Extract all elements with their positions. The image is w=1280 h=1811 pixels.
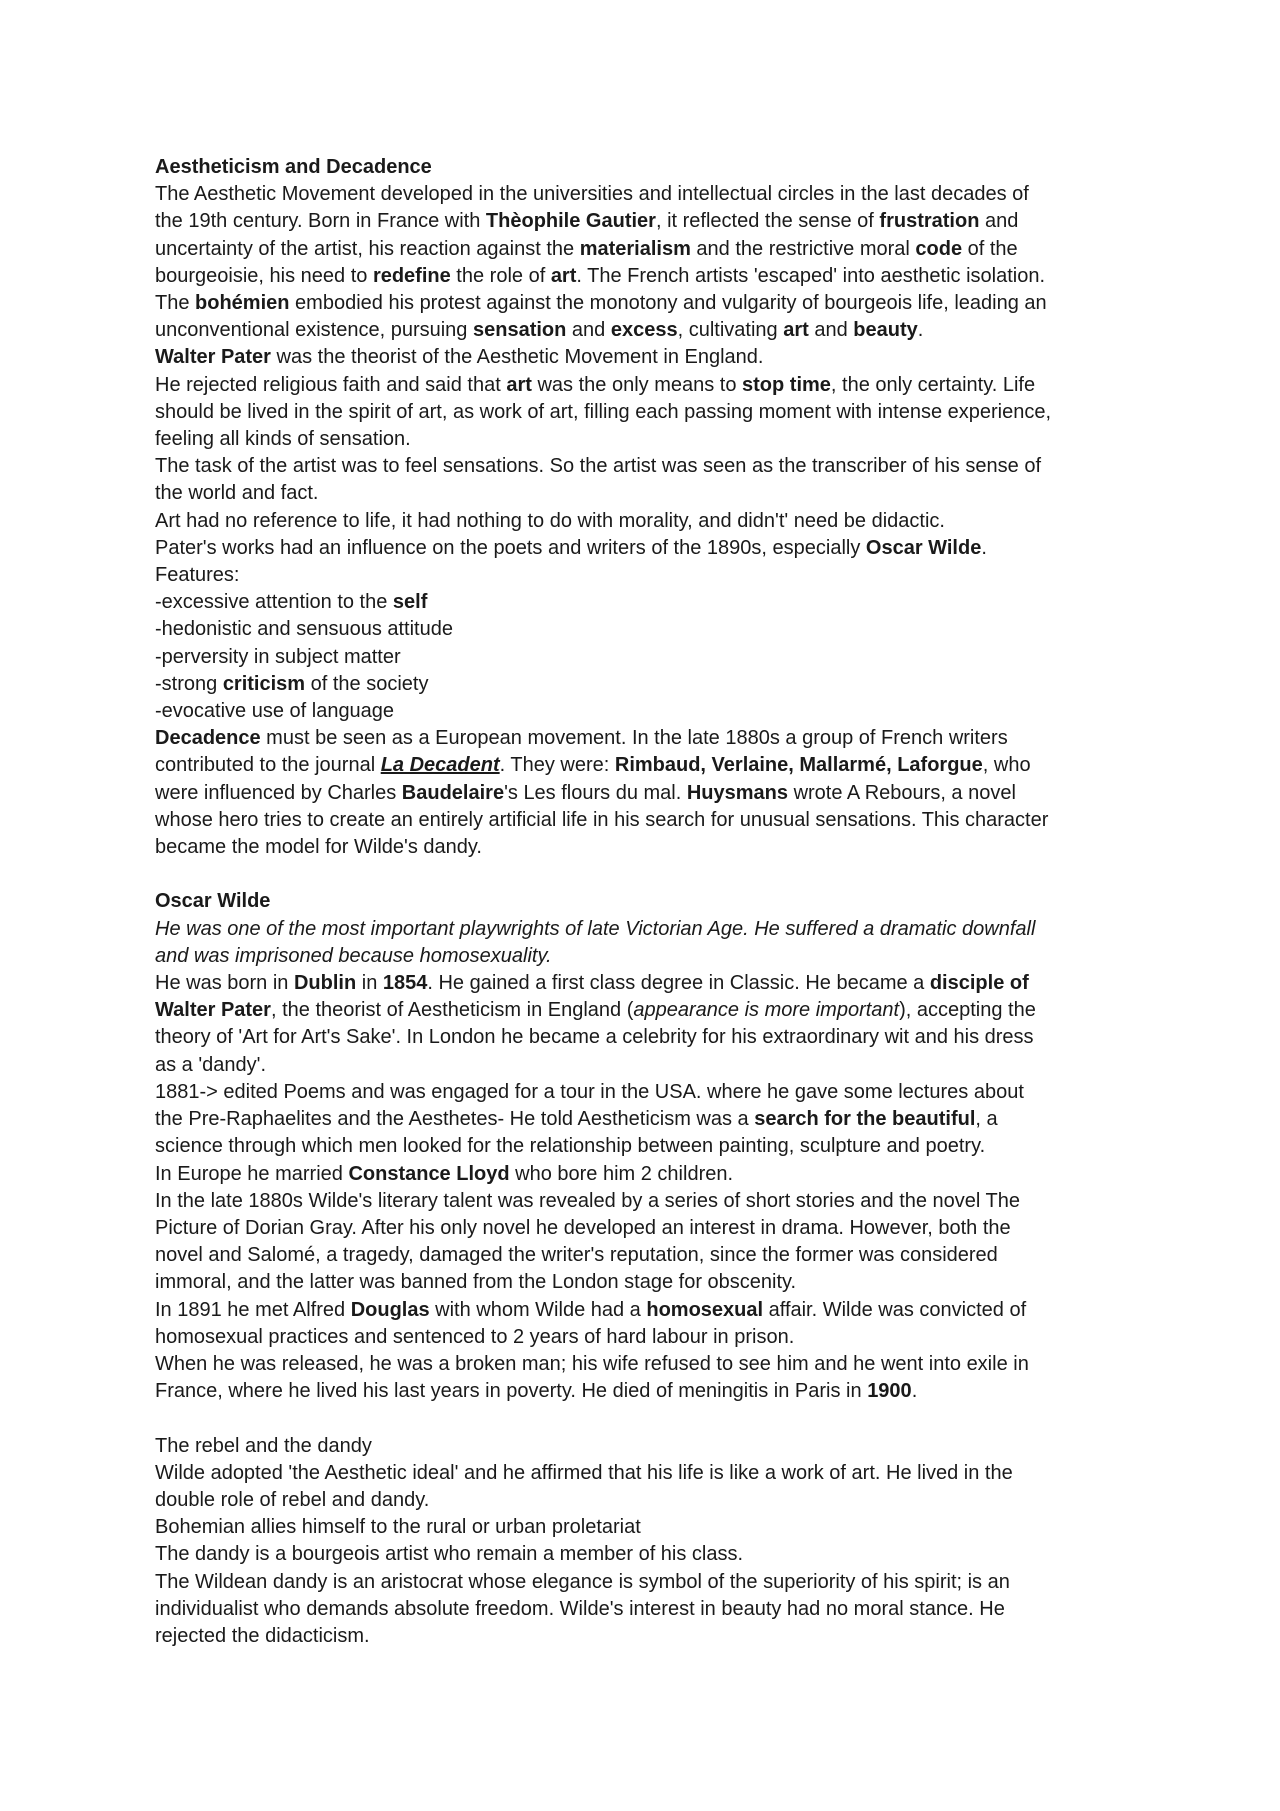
text-run: the Pre-Raphaelites and the Aesthetes- He told Aestheticism was a [155, 1108, 755, 1131]
text-line [155, 725, 1140, 752]
text-run: . [981, 536, 987, 559]
text-line [155, 1541, 1140, 1568]
text-run: individualist who demands absolute freedom. Wilde's interest in beauty had no moral stance. He [155, 1597, 1005, 1620]
text-run: Baudelaire [401, 781, 505, 804]
text-run: double role of rebel and dandy. [155, 1488, 430, 1511]
text-run: was the only means to [531, 373, 743, 396]
text-line [155, 780, 1140, 807]
text-run: frustration [879, 210, 980, 233]
text-run: , the only certainty. Life [830, 373, 1036, 396]
text-run: rejected the didacticism. [155, 1624, 370, 1647]
text-run: feeling all kinds of sensation. [155, 428, 411, 451]
text-line [155, 671, 1140, 698]
text-run: , cultivating [677, 319, 784, 342]
text-run: criticism [222, 672, 306, 695]
text-line [155, 317, 1140, 344]
text-run: -evocative use of language [155, 700, 395, 723]
text-run: France, where he lived his last years in poverty. He died of meningitis in Paris in [155, 1380, 868, 1403]
text-line [155, 1514, 1140, 1541]
text-run: beauty [853, 319, 918, 342]
text-line [155, 372, 1140, 399]
text-run: Features: [155, 564, 240, 587]
text-run: Oscar Wilde [865, 536, 982, 559]
text-line [155, 1133, 1140, 1160]
text-run: sensation [473, 319, 567, 342]
text-run: 1900 [867, 1380, 912, 1403]
text-line [155, 916, 1140, 943]
text-run: Pater's works had an influence on the poets and writers of the 1890s, especially [155, 536, 866, 559]
text-line [155, 290, 1140, 317]
text-run: The task of the artist was to feel sensations. So the artist was seen as the transcriber of his sense of [155, 455, 1041, 478]
text-line [155, 1106, 1140, 1133]
text-line [155, 480, 1140, 507]
text-line [155, 616, 1140, 643]
text-run: of the society [305, 672, 429, 695]
text-line [155, 834, 1140, 861]
text-run: . They were: [499, 754, 615, 777]
text-run: embodied his protest against the monotony and vulgarity of bourgeois life, leading an [289, 292, 1047, 315]
text-run: art [550, 264, 577, 287]
text-run: He was one of the most important playwrights of late Victorian Age. He suffered a dramatic downfall [155, 917, 1036, 940]
text-run: bourgeoisie, his need to [155, 264, 373, 287]
text-run: affair. Wilde was convicted of [763, 1298, 1027, 1321]
section-title: Aestheticism and Decadence [155, 156, 432, 178]
text-line [155, 426, 1140, 453]
text-run: 's Les flours du mal. [504, 781, 687, 804]
text-run: Wilde adopted 'the Aesthetic ideal' and he affirmed that his life is like a work of art. He lived in the [155, 1461, 1013, 1484]
text-line [155, 399, 1140, 426]
text-line [155, 997, 1140, 1024]
text-run: Thèophile Gautier [485, 210, 656, 233]
text-run: disciple of [929, 972, 1029, 995]
text-run: -hedonistic and sensuous attitude [155, 618, 453, 641]
text-line [155, 1188, 1140, 1215]
text-run: Walter Pater [155, 346, 271, 369]
text-run: In Europe he married [155, 1162, 349, 1185]
text-run: The [155, 292, 196, 315]
text-line [155, 943, 1140, 970]
text-run: . [917, 319, 924, 342]
text-run: were influenced by Charles [155, 781, 402, 804]
text-run: the 19th century. Born in France with [155, 210, 486, 233]
text-run: must be seen as a European movement. In the late 1880s a group of French writers [260, 727, 1008, 750]
text-run: Decadence [155, 727, 261, 750]
text-run: , the theorist of Aestheticism in England ( [270, 999, 634, 1022]
text-run: wrote A Rebours, a novel [788, 781, 1016, 804]
text-run: 1881-> edited Poems and was engaged for a tour in the USA. where he gave some lectures about [155, 1080, 1024, 1103]
section-rebel-dandy [155, 1433, 1140, 1651]
text-run: as a 'dandy'. [155, 1053, 267, 1076]
text-line [155, 181, 1140, 208]
text-run: stop time [742, 373, 831, 396]
text-run: art [506, 373, 532, 396]
document-body [155, 154, 1140, 1650]
text-run: The Aesthetic Movement developed in the universities and intellectual circles in the last decades of [155, 183, 1029, 206]
text-run: and was imprisoned because homosexuality. [155, 944, 552, 967]
text-run: and [979, 210, 1019, 233]
text-run: excess [610, 319, 678, 342]
text-line [155, 752, 1140, 779]
section-title: Oscar Wilde [155, 890, 271, 913]
text-run: became the model for Wilde's dandy. [155, 836, 482, 859]
section-aestheticism [155, 154, 1140, 861]
text-run: was the theorist of the Aesthetic Movement in England. [270, 346, 764, 369]
text-line [155, 1052, 1140, 1079]
text-run: self [392, 591, 428, 614]
text-run: He rejected religious faith and said that [155, 373, 507, 396]
text-line [155, 970, 1140, 997]
text-run: science through which men looked for the relationship between painting, sculpture and poetry. [155, 1135, 986, 1158]
text-line [155, 698, 1140, 725]
paragraph-gap [155, 861, 1140, 888]
text-run: materialism [579, 237, 691, 260]
text-run: Picture of Dorian Gray. After his only novel he developed an interest in drama. However, both the [155, 1216, 1011, 1239]
text-line [155, 263, 1140, 290]
text-line [155, 644, 1140, 671]
text-run: La Decadent [380, 754, 500, 777]
text-run: novel and Salomé, a tragedy, damaged the writer's reputation, since the former was considered [155, 1244, 998, 1267]
text-run: should be lived in the spirit of art, as work of art, filling each passing moment with intense experience, [155, 400, 1052, 423]
text-run: Bohemian allies himself to the rural or urban proletariat [155, 1516, 641, 1539]
text-run: whose hero tries to create an entirely artificial life in his search for unusual sensations. This character [155, 808, 1049, 831]
paragraph-gap [155, 1405, 1140, 1432]
text-run: In the late 1880s Wilde's literary talent was revealed by a series of short stories and the novel The [155, 1189, 1021, 1212]
text-line [155, 589, 1140, 616]
text-run: . He gained a first class degree in Classic. He became a [427, 972, 930, 995]
text-line [155, 1024, 1140, 1051]
text-run: appearance is more important [633, 999, 900, 1022]
text-line [155, 1161, 1140, 1188]
text-run: . The French artists 'escaped' into aesthetic isolation. [576, 264, 1046, 287]
text-line [155, 562, 1140, 589]
text-line [155, 1215, 1140, 1242]
section-oscar-wilde [155, 888, 1140, 1405]
text-line [155, 208, 1140, 235]
text-run: and [566, 319, 611, 342]
text-run: Art had no reference to life, it had nothing to do with morality, and didn't' need be didactic. [155, 509, 945, 532]
text-run: , it reflected the sense of [655, 210, 880, 233]
text-run: Huysmans [686, 781, 789, 804]
text-run: the world and fact. [155, 482, 319, 505]
text-line [155, 1460, 1140, 1487]
text-run: -excessive attention to the [155, 591, 393, 614]
text-line [155, 1351, 1140, 1378]
text-run: The dandy is a bourgeois artist who remain a member of his class. [155, 1543, 744, 1566]
text-run: contributed to the journal [155, 754, 381, 777]
text-run: who bore him 2 children. [509, 1162, 734, 1185]
text-run: . [911, 1380, 918, 1403]
text-run: -strong [155, 672, 223, 695]
text-run: and the restrictive moral [690, 237, 916, 260]
text-line [155, 1079, 1140, 1106]
text-run: 1854 [382, 972, 428, 995]
text-line [155, 453, 1140, 480]
text-run: redefine [372, 264, 451, 287]
text-line [155, 535, 1140, 562]
text-line [155, 344, 1140, 371]
text-run: search for the beautiful [754, 1108, 976, 1131]
text-run: unconventional existence, pursuing [155, 319, 473, 342]
text-run: Dublin [293, 972, 357, 995]
text-run: theory of 'Art for Art's Sake'. In London he became a celebrity for his extraordinary wit and his dress [155, 1026, 1034, 1049]
text-run: , a [975, 1108, 998, 1131]
text-run: uncertainty of the artist, his reaction against the [155, 237, 580, 260]
text-run: , who [982, 754, 1031, 777]
text-line [155, 1324, 1140, 1351]
text-run: Walter Pater [155, 999, 271, 1022]
text-run: Douglas [350, 1298, 430, 1321]
text-run: He was born in [155, 972, 294, 995]
text-run: homosexual [646, 1298, 764, 1321]
text-line [155, 1297, 1140, 1324]
text-line [155, 236, 1140, 263]
text-line [155, 807, 1140, 834]
text-run: of the [962, 237, 1018, 260]
text-line [155, 1623, 1140, 1650]
text-run: and [808, 319, 854, 342]
text-run: code [915, 237, 963, 260]
text-line [155, 1269, 1140, 1296]
text-run: the role of [450, 264, 551, 287]
text-run: Rimbaud, Verlaine, Mallarmé, Laforgue [614, 754, 983, 777]
section-title: The rebel and the dandy [155, 1434, 372, 1457]
text-line [155, 1242, 1140, 1269]
text-line [155, 1569, 1140, 1596]
text-run: The Wildean dandy is an aristocrat whose elegance is symbol of the superiority of his spirit; is an [155, 1570, 1010, 1593]
text-run: immoral, and the latter was banned from the London stage for obscenity. [155, 1271, 797, 1294]
text-line [155, 1378, 1140, 1405]
text-run: bohémien [195, 292, 290, 315]
text-line [155, 1487, 1140, 1514]
text-run: -perversity in subject matter [155, 645, 401, 668]
text-line [155, 508, 1140, 535]
text-line [155, 1596, 1140, 1623]
text-run: Constance Lloyd [348, 1162, 510, 1185]
text-run: homosexual practices and sentenced to 2 years of hard labour in prison. [155, 1325, 795, 1348]
text-run: In 1891 he met Alfred [155, 1298, 351, 1321]
text-run: art [783, 319, 809, 342]
text-run: in [356, 972, 383, 995]
text-run: with whom Wilde had a [429, 1298, 647, 1321]
document-page [155, 154, 1140, 1650]
text-run: When he was released, he was a broken man; his wife refused to see him and he went into exile in [155, 1352, 1029, 1375]
text-run: ), accepting the [899, 999, 1036, 1022]
